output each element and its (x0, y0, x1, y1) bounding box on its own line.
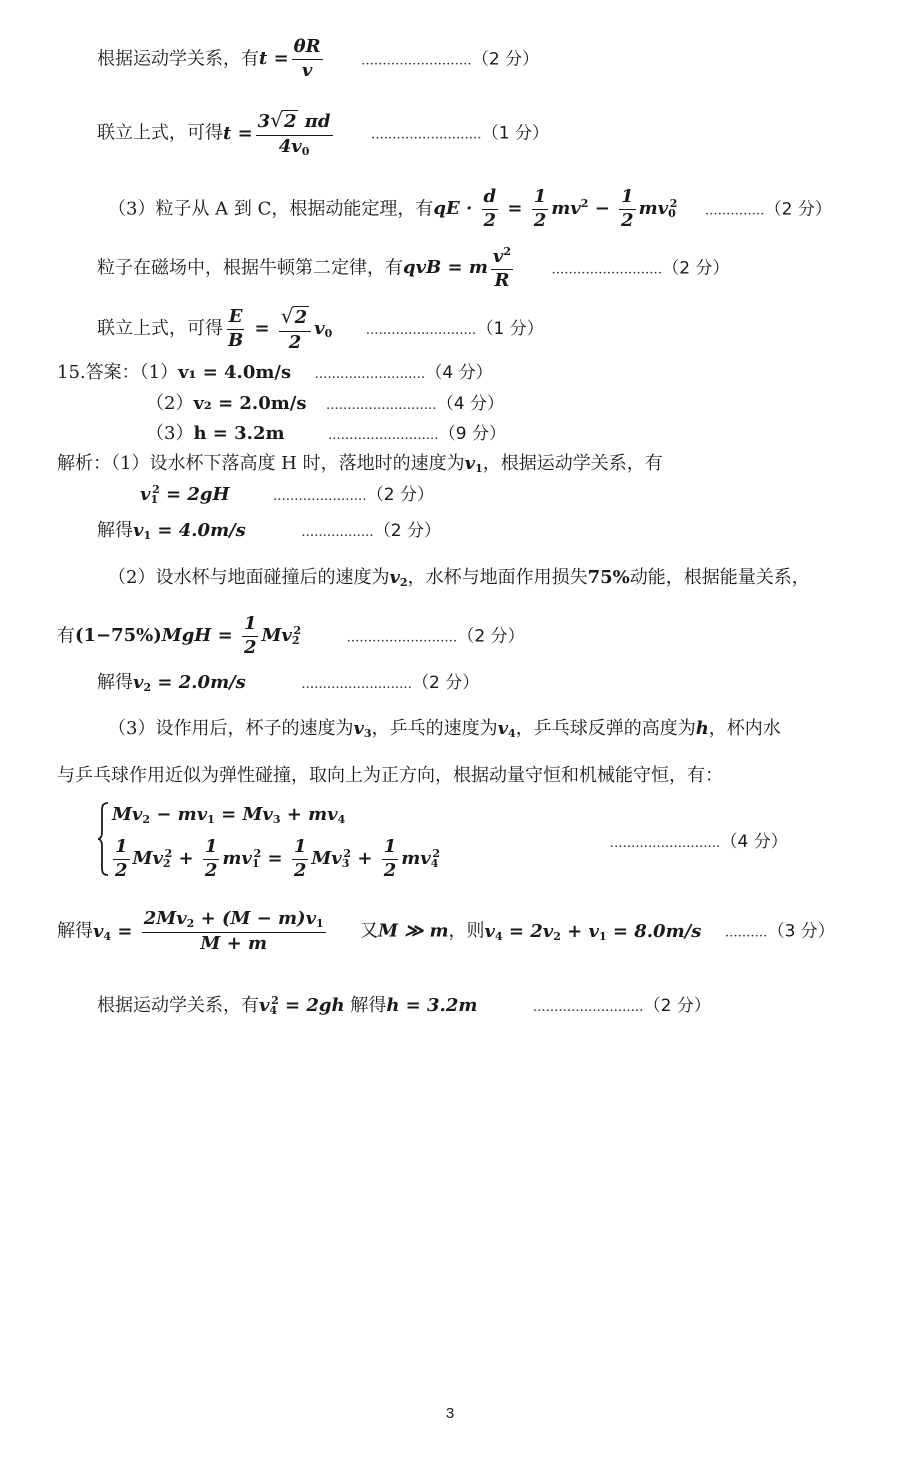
dots: .......................... (326, 397, 437, 413)
part2-equation (57, 615, 525, 658)
score: （2 分） (366, 485, 434, 505)
dots: .......................... (361, 52, 472, 69)
part3-text-line2: 与乒乓球作用近似为弹性碰撞，取向上为正方向，根据动量守恒和机械能守恒，有： (57, 765, 723, 786)
answer-value: v₁ = 4.0m/s (178, 362, 292, 383)
final-label: 根据运动学关系，有 (97, 995, 259, 1016)
formula-h: h = 3.2m (386, 995, 478, 1016)
answer-1 (57, 364, 493, 382)
formula-time-result: t = 3 √ 2 πd $4v_0$ (223, 108, 331, 158)
formula-condition: M ≫ m (378, 920, 449, 942)
formula-height: $v_4^2 = 2gh$ (259, 994, 345, 1017)
score: （4 分） (436, 394, 504, 414)
score: （2 分） (643, 996, 711, 1016)
analysis-intro (57, 455, 663, 474)
part3-text: ，杯内水 (708, 718, 781, 739)
system-score (610, 833, 788, 851)
part3-intro (108, 720, 781, 739)
line-ratio (97, 306, 544, 352)
sol-v2 (97, 674, 479, 693)
answer-value: v₂ = 2.0m/s (193, 393, 307, 414)
analysis-text-tail: ，根据运动学关系，有 (482, 453, 663, 474)
sol-v1 (97, 522, 441, 541)
dots: ...................... (273, 488, 367, 504)
formula-ratio: $\frac{E}{B}$ = √ 2 2 $v_0$ (228, 304, 333, 353)
sol-label: 解得 (97, 520, 133, 541)
line-time (97, 38, 539, 81)
analysis-text: 解析：（1）设水杯下落高度 H 时，落地时的速度为 (57, 453, 465, 474)
formula-v4-general: $v_4$ = $\frac{2Mv_2 + (M - m)v_1}{M + m}$ (93, 908, 324, 954)
line-newton (97, 246, 730, 291)
sol-mid: 又 (360, 920, 379, 942)
time-label: 根据运动学关系，有 (97, 48, 259, 70)
dots: .......................... (301, 676, 413, 692)
part3-line2 (57, 767, 723, 785)
dots: .......... (725, 924, 768, 941)
sol-v4 (57, 910, 835, 953)
answer-3 (146, 425, 506, 443)
eq-free-fall (140, 484, 434, 505)
dots: .......................... (346, 629, 458, 646)
dots: .......................... (365, 322, 477, 339)
part3-label: （3）粒子从 A 到 C，根据动能定理，有 (108, 198, 434, 220)
percent-loss: 75% (587, 567, 630, 588)
score: （1 分） (481, 123, 549, 144)
score: （2 分） (764, 199, 832, 220)
final-line (97, 995, 711, 1016)
eq-prefix: 有 (57, 625, 75, 647)
score: （1 分） (476, 319, 544, 340)
formula-newton: qvB = m $\frac{v^2}{R}$ (403, 245, 512, 291)
score: （4 分） (425, 363, 493, 383)
part2-text-mid: ，水杯与地面作用损失 (407, 567, 588, 588)
line-time-result (97, 110, 549, 157)
formula-v1: $v_1 = 4.0m/s$ (133, 520, 246, 542)
score: （2 分） (373, 521, 442, 541)
score: （3 分） (767, 921, 835, 942)
dots: .......................... (551, 261, 663, 278)
formula-free-fall: $v_1^2 = 2gH$ (140, 483, 230, 506)
symbol-v2: $v_2$ (389, 567, 408, 589)
formula-momentum: $Mv_2 - mv_1 = Mv_3 + mv_4$ (112, 804, 346, 826)
score: （9 分） (438, 424, 506, 444)
symbol-v1: $v_1$ (464, 453, 483, 475)
part3-text: （3）设作用后，杯子的速度为 (108, 718, 354, 739)
formula-time: t = $\frac{\theta R}{v}$ (259, 36, 321, 81)
part2-intro (108, 569, 810, 588)
formula-energy-loss: (1−75%)MgH = $\frac{1}{2}$ $Mv_2^2$ (75, 613, 302, 658)
dots: ................. (301, 524, 374, 540)
final-mid: 解得 (350, 995, 387, 1016)
score: （2 分） (471, 49, 540, 70)
symbol-h: h (695, 718, 709, 739)
part2-text-tail: 动能，根据能量关系， (629, 567, 810, 588)
formula-v2: $v_2 = 2.0m/s$ (133, 672, 246, 694)
dots: .......................... (328, 427, 439, 443)
dots: .......................... (610, 835, 721, 851)
answer-label: （3） (146, 423, 194, 444)
sol-label: 解得 (57, 920, 93, 942)
part3-text: ，乒乓的速度为 (371, 718, 498, 739)
ratio-label: 联立上式，可得 (97, 318, 223, 340)
formula-v4-value: $v_4 = 2v_2 + v_1 = 8.0m/s$ (484, 920, 702, 943)
score: （2 分） (457, 626, 525, 647)
answer-2 (146, 395, 504, 413)
answer-label: 15.答案：（1） (57, 362, 179, 383)
dots: .......................... (533, 999, 644, 1015)
system-eq-momentum (112, 806, 345, 825)
answer-value: h = 3.2m (193, 423, 285, 444)
score: （4 分） (720, 832, 788, 852)
symbol-v3: $v_3$ (353, 718, 372, 740)
formula-mech-energy: $\frac{1}{2}$ $Mv_2^2$ + $\frac{1}{2}$ $mv_1^2$ = $\frac{1}{2}$ $Mv_3^2$ + $\frac{1}{2}$ $mv_4^2$ (115, 836, 441, 881)
part2-text: （2）设水杯与地面碰撞后的速度为 (108, 567, 390, 588)
dots: .............. (705, 202, 765, 219)
brace-icon (97, 802, 109, 876)
score: （2 分） (412, 673, 480, 693)
newton-label: 粒子在磁场中，根据牛顿第二定律，有 (97, 257, 403, 279)
page-number: 3 (445, 1405, 455, 1422)
system-eq-energy (110, 838, 440, 881)
result-label: 联立上式，可得 (97, 122, 223, 144)
line-part3-energy (108, 188, 832, 231)
dots: .......................... (371, 126, 482, 143)
sol-then: ，则 (448, 920, 485, 942)
symbol-v4: $v_4$ (497, 718, 516, 740)
dots: .......................... (314, 366, 426, 382)
formula-energy: qE · $\frac{d}{2}$ = $\frac{1}{2}$ $mv^2$ − $\frac{1}{2}$ $mv_0^2$ (433, 186, 678, 231)
sol-label: 解得 (97, 672, 133, 693)
part3-text: ，乒乓球反弹的高度为 (515, 718, 696, 739)
score: （2 分） (662, 258, 730, 279)
answer-label: （2） (146, 393, 194, 414)
